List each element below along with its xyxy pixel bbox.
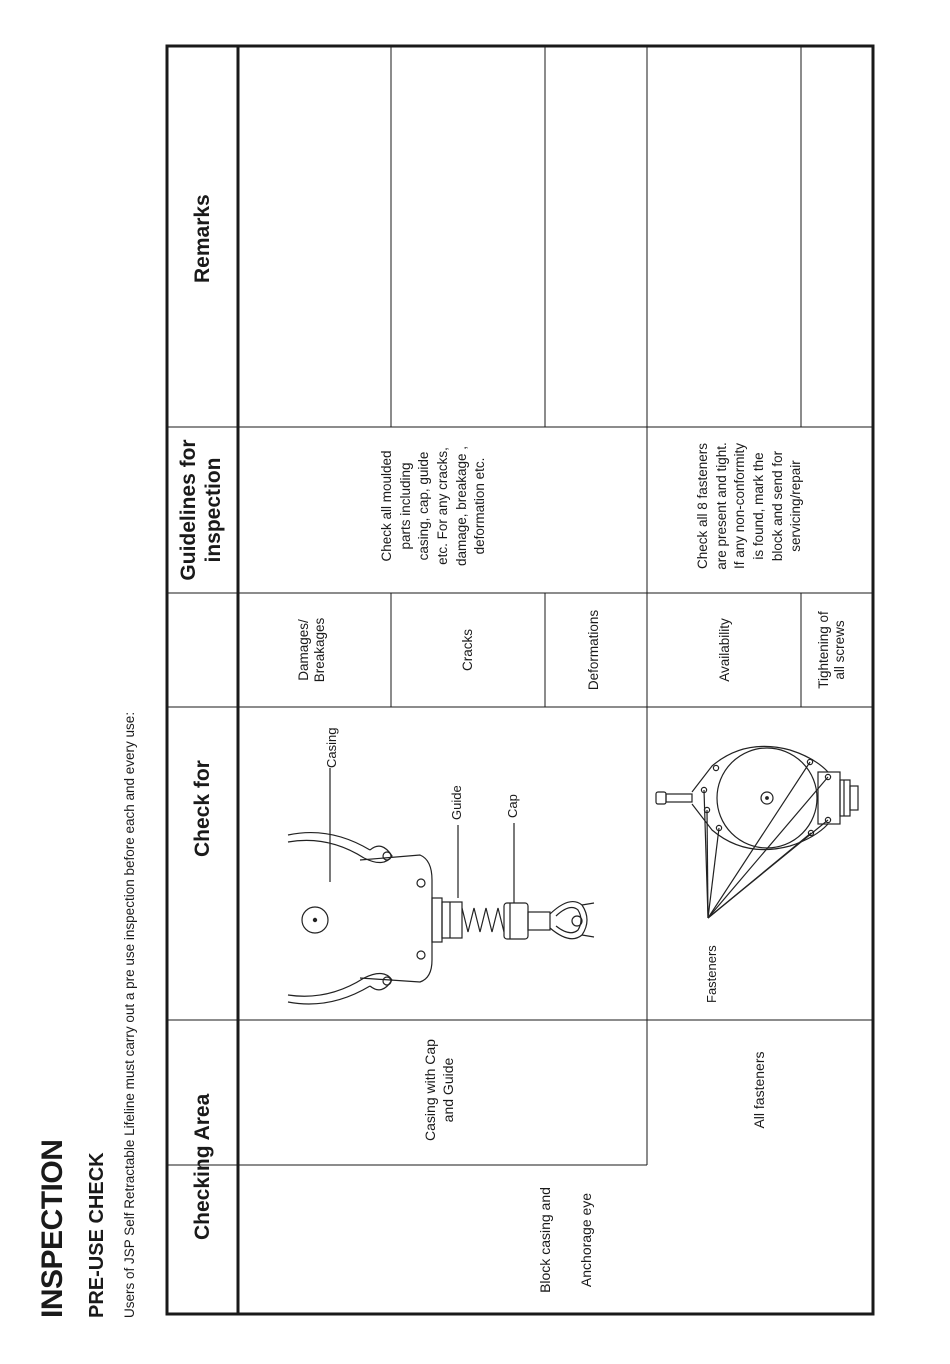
check-damages: Damages/ Breakages <box>296 617 328 683</box>
guideline-casing: Check all moulded parts including casing, cap, guide etc. For any cracks, damage, breakage , deformation etc. <box>379 445 488 567</box>
area-casing: Casing with Cap and Guide <box>422 1039 456 1141</box>
casing-diagram <box>288 768 594 1004</box>
header-remarks: Remarks <box>191 194 214 283</box>
intro-text: Users of JSP Self Retractable Lifeline must carry out a pre use inspection before each and every use: <box>122 711 137 1318</box>
header-check-for: Check for <box>191 760 214 857</box>
check-availability: Availability <box>717 618 732 682</box>
area-main: Block casing and Anchorage eye <box>537 1187 594 1293</box>
page-subheading: PRE-USE CHECK <box>86 1152 108 1318</box>
check-tightening: Tightening of all screws <box>816 611 848 689</box>
fasteners-diagram <box>656 746 858 918</box>
header-guidelines: Guidelines for inspection <box>177 439 226 581</box>
check-cracks: Cracks <box>460 629 475 672</box>
header-checking-area: Checking Area <box>191 1093 214 1240</box>
label-cap: Cap <box>505 794 520 818</box>
page-heading: INSPECTION <box>36 1139 69 1318</box>
guideline-fasteners: Check all 8 fasteners are present and tight. If any non-conformity is found, mark the block and send for servicing/repair <box>695 442 804 570</box>
label-guide: Guide <box>449 785 464 820</box>
label-fasteners: Fasteners <box>704 945 719 1003</box>
area-fasteners: All fasteners <box>751 1051 767 1129</box>
label-casing: Casing <box>324 727 339 768</box>
check-deformations: Deformations <box>586 609 601 691</box>
